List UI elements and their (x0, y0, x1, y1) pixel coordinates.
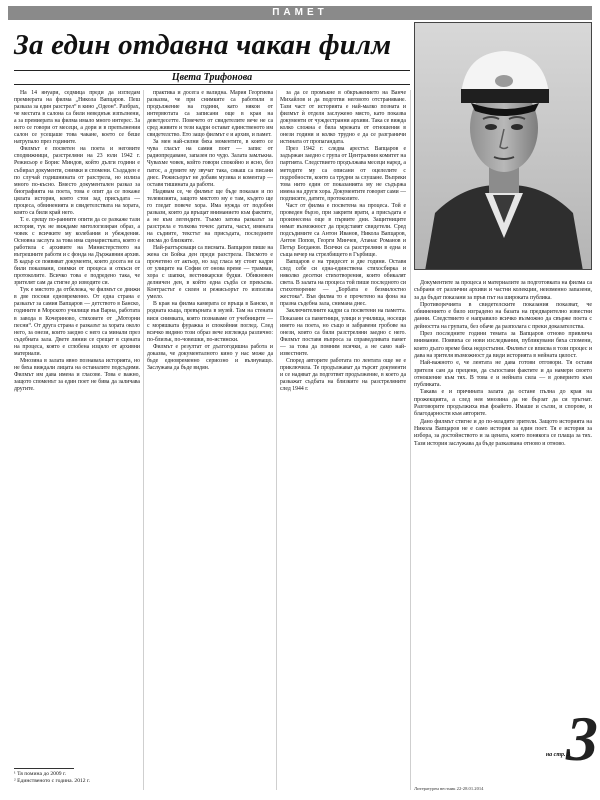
footnote-rule (14, 768, 74, 769)
paragraph: През 1942 г. следва арестът. Вапцаров е задържан заедно с група от Централния комитет на партията. Следствието продължава месеци наред, а методите му са описани от оцелелите с подробности, които са трудни за слушане. Въпреки това нито един от показанията му не съдържа имена на други хора. Документите говорят сами — подписите, датите, протоколите. (280, 146, 406, 202)
paragraph: Документите за процеса и материалите за подготовката на филма са събрани от различни архиви и частни колекции, неизменно запазени, за да бъдат показани за пръв път на широката публика. (414, 280, 592, 301)
column-divider (143, 90, 144, 790)
paragraph: Мнозина в залата явно познаваха историята, но не бяха виждали лицата на останалите подсъдими. Филмът им дава имена и гласове. Това е важно, защото споменът за един поет не бива да заличава другите. (14, 357, 140, 392)
column-divider (410, 90, 411, 790)
continued-note: на стр. 5 (545, 752, 570, 758)
article-column-1 (14, 90, 140, 762)
paragraph: Най-важното е, че лентата не дава готови отговори. Тя оставя зрителя сам да прецени, да съпостави фактите и да намери своето отношение към тях. В това е и нейната сила — в доверието към публиката. (414, 360, 592, 389)
column-divider (276, 90, 277, 790)
paragraph: Филмът е резултат от дългогодишна работа и доказва, че документалното кино у нас може да бъде едновременно сериозно и вълнуващо. Заслужава да бъде видян. (147, 343, 273, 371)
paragraph: Най-разтърсващи са писмата. Вапцаров пише на жена си Бойка ден преди разстрела. Писмото е прочетено от актьор, но зад гласа му стоят кадри от улиците на София от онова време — трамваи, хора с шапки, вестникарски будки. Обикновен делничен ден, в който една съдба се прекъсва. Контрастът е силен и режисьорът го използва умело. (147, 245, 273, 301)
paragraph: за да се промъкне в обкръжението на Ванче Михайлов и да подготви неговото отстраняване. Тази част от историята е най-малко позната и филмът ѝ отделя заслужено място, като показва документи от чуждестранни архиви. Така се вижда колко сложна е била мрежата от отношения в онези години и колко трудно е да се разграничи истината от пропагандата. (280, 90, 406, 146)
paragraph: Дано филмът стигне и до по-младите зрители. Защото историята на Никола Вапцаров не е само история за един поет. Тя е история за избора, за достойнството и за цената, която понякога се плаща за тях. Тази история заслужава да бъде разказвана отново и отново. (414, 418, 592, 447)
paragraph: Заключителните кадри са посветени на паметта. Показани са паметници, улици и училища, носещи името на поета, но също и забравени гробове на онези, които са били разстреляни заедно с него. Филмът поставя въпроса за справедливата памет — за това да помним всички, а не само най-известните. (280, 308, 406, 357)
portrait-photo (414, 22, 592, 270)
portrait-illustration (415, 23, 592, 270)
paper-info: Литературен вестник 22-28.01.2014 (414, 786, 484, 791)
paragraph: Тук е мястото да отбележа, че филмът се движи в две посоки едновременно. От една страна е разказът за самия Вапцаров — детството в Банско, годините в Морското училище във Варна, работата в завода в Кочериново, стиховете от „Моторни песни“. От друга страна е разказът за хората около него, за онези, които заедно с него са минали през съдебната зала. Двете линии се срещат в сцената на процеса, която е сглобена изцяло от архивни материали. (14, 287, 140, 357)
section-header-bar (8, 6, 592, 20)
footnotes (14, 771, 140, 785)
article-column-3 (280, 90, 406, 800)
paragraph: практика и досега е валидна. Мария Георгиева разказва, че при снимките са работили в продължение на години, като някои от интервютата са записани още в края на деветдесетте. Повечето от свидетелите вече не са сред живите и тези кадри остават единственото им свидетелство. Ето защо филмът е и архив, и памет. (147, 90, 273, 139)
paragraph: Т. е. срещу по-ранните опити да се разкаже тази история, тук не виждаме митологизиран образ, а човек с всичките му колебания и убеждения. Основна заслуга за това има сценаристката, която е работила с архивите на Министерството на вътрешните работи и с фонда на Държавния архив. В кадър се появяват документи, които досега не са били показвани, снимки от процеса и откъси от протоколите. Всичко това е подредено така, че зрителят сам да стигне до изводите си. (14, 216, 140, 287)
paragraph: Вапцаров е на тридесет и две години. Оставя след себе си една-единствена стихосбирка и няколко десетки стихотворения, които обикалят света. В залата на процеса той пише последното си стихотворение — „Борбата е безмилостно жестока“. Във филма то е прочетено на фона на празна съдебна зала, снимана днес. (280, 259, 406, 308)
byline-rule-bottom (14, 84, 410, 85)
paragraph: През последните години темата за Вапцаров отново привлича внимание. Появиха се нови изследвания, публикувани бяха спомени, които дълго време бяха недостъпни. Филмът се вписва в този процес и дава на зрителя възможност да види историята в нейната цялост. (414, 331, 592, 359)
paragraph: В края на филма камерата се връща в Банско, в родната къща, превърната в музей. Там на стената виси снимката, която познаваме от учебниците — с моряшката фуражка и спокойния поглед. След всичко видяно този образ вече изглежда различно: по-близък, по-човешки, по-истински. (147, 301, 273, 343)
footnote: ² Единственото с година. 2012 г. (14, 778, 91, 784)
paragraph: Надявам се, че филмът ще бъде показан и по телевизията, защото мястото му е там, където ще го гледат повече хора. Има нужда от подобни разкази, които да връщат вниманието към фактите, а не към легендите. Тъкмо затова разказът за разстрела е толкова точен: датата, часът, имената на съдиите, текстът на присъдата, последните писма до близките. (147, 188, 273, 244)
section-label: ПАМЕТ (272, 7, 328, 18)
footnote: ¹ Тя помина до 2009 г. (14, 771, 67, 777)
article-column-2 (147, 90, 273, 800)
article-column-4 (414, 280, 592, 700)
paragraph: Такава е и причината залата да остане пълна до края на прожекцията, а след нея мнозина да не бързат да си тръгнат. Разговорите продължиха във фоайето. Имаше и сълзи, и спорове, и благодарности към авторите. (414, 389, 592, 418)
page-number: 3 (566, 703, 598, 774)
paragraph: Противоречията в свидетелските показания показват, че обвинението е било изградено на базата на предварително известни данни. Следствието е направило всичко възможно да свърже поета с дейността на групата, без обаче да разполага с преки доказателства. (414, 301, 592, 330)
article-headline: За един отдавна чакан филм (14, 29, 392, 61)
paragraph: Част от филма е посветена на процеса. Той е проведен бързо, при закрити врати, а присъдата е произнесена още в първите дни. Защитниците нямат възможност да представят свидетели. Сред подсъдимите са Антон Иванов, Никола Вапцаров, Антон Попов, Георги Минчев, Атанас Романов и Петър Богданов. Всички са разстреляни в една и съща вечер на стрелбището в Гърбище. (280, 202, 406, 259)
paragraph: Според авторите работата по лентата още не е приключила. Те продължават да търсят документи и се надяват да подготвят продължение, в което да разкажат съдбата на близките на разстреляните след 1944 г. (280, 357, 406, 392)
paragraph: Филмът е посветен на поета и неговите сподвижници, разстреляни на 23 юли 1942 г. Режисьор е Борис Миндов, който дълги години е събирал документи, снимки и спомени. Създаден е по случай годишнината от разстрела, но излиза много по-късно. Вместо документален разказ за биографията на поета, това е опит да се покаже цялата история, която стои зад присъдата — процеса, обвиненията и свидетелствата на хората, които са били край него. (14, 146, 140, 216)
paragraph: На 14 януари, седмица преди да изгледам премиерата на филма „Никола Вапцаров. Пеш разказа за един разстрел“ в кино „Одеон“. Разбрах, че местата в салона са били неведнъж изпълнени, а за премиерата на филма имало много интерес. За него се говори от месеци, а дори и в препълнения салон се усещаше това чакане, което се беше натрупало през годините. (14, 90, 140, 146)
article-byline: Цвета Трифонова (171, 72, 253, 83)
paragraph: За мен най-силни бяха моментите, в които се чува гласът на самия поет — запис от радиопредаване, запазен по чудо. Залата замлъкна. Чувахме човек, който говори спокойно и ясно, без патос, а думите му звучат така, сякаш са писани днес. Режисьорът не добавя музика и коментар — оставя тишината да работи. (147, 139, 273, 188)
